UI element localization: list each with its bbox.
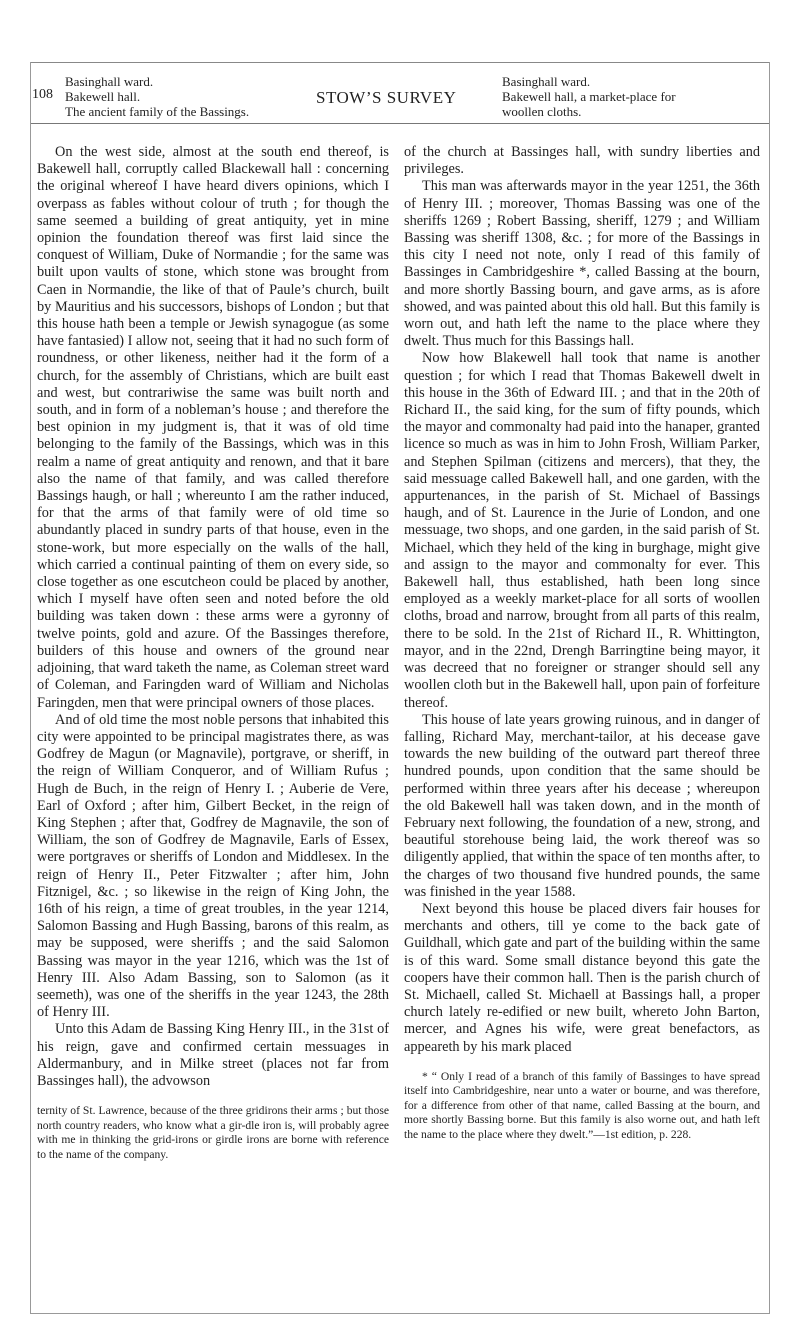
page-frame-left-rule (30, 62, 31, 1314)
right-column (404, 144, 760, 1142)
header-right-line: Bakewell hall, a market-place for (502, 89, 676, 104)
left-column (37, 144, 389, 1162)
footnote: * “ Only I read of a branch of this family of Bassinges to have spread itself into Cambridgeshire, near unto a water or bourne, and was therefore, for a difference from other of that name, called Bassing at the bourn, and more shortly Bassing borne. But this family is also worne out, and hath left the name to the place where they dwelt.”—1st edition, p. 228. (404, 1069, 760, 1141)
header-right-line: Basinghall ward. (502, 74, 591, 89)
header-left-line: The ancient family of the Bassings. (65, 104, 250, 119)
paragraph: Next beyond this house be placed divers fair houses for merchants and others, till ye come to the back gate of Guildhall, which gate and part of the building within the same is of this ward. Some small distance beyond this gate the coopers have their common hall. Then is the parish church of St. Michaell, called St. Michaell at Bassings hall, a proper church lately re-edified or new built, whereto John Barton, mercer, and Agnes his wife, were great benefactors, as appeareth by his mark placed (404, 900, 760, 1055)
page-frame-top-rule (30, 62, 770, 63)
paragraph: of the church at Bassinges hall, with sundry liberties and privileges. (404, 144, 760, 178)
paragraph: This man was afterwards mayor in the year 1251, the 36th of Henry III. ; moreover, Thomas Bassing was one of the sheriffs 1269 ; Robert Bassing, sheriff, 1279 ; and William Bassing was sheriff 1308, &c. ; for more of the Bassings in this city I need not note, only I read of this family of Bassinges in Cambridgeshire *, called Bassing at the bourn, and more shortly Bassing bourn, and gave arms, as is afore showed, and was painted about this old hall. But this family is worn out, and hath left the name to the place where they dwelt. Thus much for this Bassings hall. (404, 178, 760, 350)
footnote-continuation: ternity of St. Lawrence, because of the three gridirons their arms ; but those north country readers, who know what a gir-dle iron is, will probably agree with me in thinking the grid-irons or girdle irons are borne with reference to the name of the company. (37, 1104, 389, 1161)
page-frame-bottom-rule (30, 1313, 770, 1314)
running-header (32, 74, 766, 136)
paragraph: And of old time the most noble persons that inhabited this city were appointed to be principal magistrates there, as was Godfrey de Magun (or Magnavile), portgrave, or sheriff, in the reign of William Conqueror, and of William Rufus ; Hugh de Buch, in the reign of Henry I. ; Auberie de Vere, Earl of Oxford ; after him, Gilbert Becket, in the reign of King Stephen ; after that, Godfrey de Magnavile, the son of William, the son of Godfrey de Magnavile, Earls of Essex, were portgraves or sheriffs of London and Middlesex. In the reign of Henry II., Peter Fitzwalter ; after him, John Fitznigel, &c. ; so likewise in the reign of King John, the 16th of his reign, a time of great troubles, in the year 1214, Salomon Bassing and Hugh Bassing, barons of this realm, as may be supposed, were sheriffs ; and the said Salomon Bassing was mayor in the year 1216, which was the 1st of Henry III. Also Adam Bassing, son to Salomon (as it seemeth), was one of the sheriffs in the year 1243, the 28th of Henry III. (37, 711, 389, 1021)
page-number: 108 (32, 87, 53, 102)
page-frame-right-rule (769, 62, 770, 1314)
header-right (502, 74, 676, 119)
paragraph: Now how Blakewell hall took that name is another question ; for which I read that Thomas Bakewell dwelt in this house in the 36th of Edward III. ; and that in the 20th of Richard II., the said king, for the sum of fifty pounds, which the mayor and commonalty had paid into the hanaper, granted licence so much as was in him to John Frosh, William Parker, and Stephen Spilman (citizens and mercers), that they, the said messuage called Bakewell hall, and one garden, with the appurtenances, in the parish of St. Michael of Bassings haugh, and of St. Laurence in the Jurie of London, and one messuage, two shops, and one garden, in the said parish of St. Michael, which they held of the king in burghage, might give and assign to the mayor and commonalty for ever. This Bakewell hall, thus established, hath been long since employed as a weekly market-place for all sorts of woollen cloths, broad and narrow, brought from all parts of this realm, there to be sold. In the 21st of Richard II., R. Whittington, mayor, and in the 22nd, Drengh Barringtine being mayor, it was decreed that no foreigner or stranger should sell any woollen cloth but in the Bakewell hall, upon pain of forfeiture thereof. (404, 350, 760, 711)
header-right-line: woollen cloths. (502, 104, 582, 119)
page-title: STOW’S SURVEY (316, 88, 457, 107)
header-left-line: Basinghall ward. (65, 74, 154, 89)
header-left-line: Bakewell hall. (65, 89, 141, 104)
paragraph: On the west side, almost at the south end thereof, is Bakewell hall, corruptly called Blackewall hall : concerning the original whereof I have heard divers opinions, which I overpass as fables without colour of truth ; for though the same seemed a building of great antiquity, yet in mine opinion the foundation thereof was first laid since the conquest of William, Duke of Normandie ; for the same was built upon vaults of stone, which stone was brought from Caen in Normandie, the like of that of Paule’s church, built by Mauritius and his successors, bishops of London ; but that this house hath been a temple or Jewish synagogue (as some have fantasied) I allow not, seeing that it had no such form of roundness, or other likeness, neither had it the form of a church, for the assembly of Christians, which are built east and west, but contrariwise the same was built north and south, and in form of a nobleman’s house ; and therefore the best opinion in my judgment is, that it was of old time belonging to the family of the Bassings, which was in this realm a name of great antiquity and renown, and that it bare also the name of that family, and was called therefore Bassings haugh, or hall ; whereunto I am the rather induced, for that the arms of that family were of old time so abundantly placed in sundry parts of that house, even in the stone-work, but more especially on the walls of the hall, which carried a continual painting of them on every side, so close together as one escutcheon could be placed by another, which I myself have often seen and noted before the old building was taken down : these arms were a gyronny of twelve points, gold and azure. Of the Bassinges therefore, builders of this house and owners of the ground near adjoining, that ward taketh the name, as Coleman street ward of Coleman, and Faringden ward of William and Nicholas Faringden, men that were principal owners of those places. (37, 144, 389, 711)
paragraph: Unto this Adam de Bassing King Henry III., in the 31st of his reign, gave and confirmed certain messuages in Aldermanbury, and in Milke street (places not far from Bassinges hall), the advowson (37, 1021, 389, 1089)
paragraph: This house of late years growing ruinous, and in danger of falling, Richard May, merchant-tailor, at his decease gave towards the new building of the outward part thereof three hundred pounds, upon condition that the same should be performed within three years after his decease ; whereupon the old Bakewell hall was taken down, and in the month of February next following, the foundation of a new, strong, and beautiful storehouse being laid, the work thereof was so diligently applied, that within the space of ten months after, to the charges of two thousand five hundred pounds, the same was finished in the year 1588. (404, 711, 760, 900)
